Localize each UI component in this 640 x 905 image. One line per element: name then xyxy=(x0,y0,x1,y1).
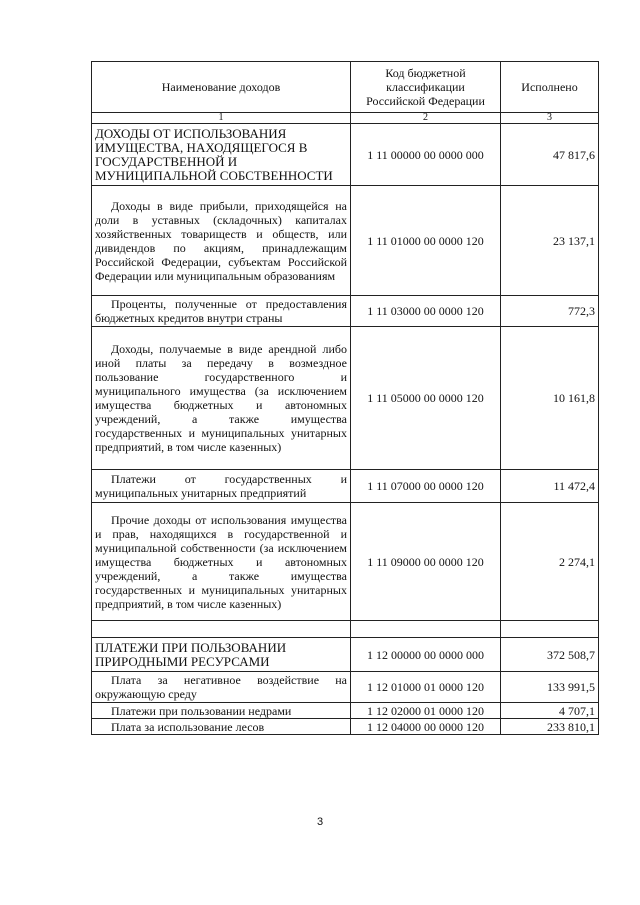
row-name: Доходы, получаемые в виде арендной либо иной платы за передачу в возмездное пользование государственного и муниципального имущества (за исключением имущества бюджетных и автономных учреждений, а также имущества государственных и муниципальных унитарных предприятий, в том числе казенных) xyxy=(92,327,351,470)
row-amount: 10 161,8 xyxy=(501,327,599,470)
table-row xyxy=(92,327,599,470)
header-code: Код бюджетной классификации Российской Федерации xyxy=(351,62,501,113)
row-name: Плата за использование лесов xyxy=(92,719,351,735)
table-row xyxy=(92,296,599,327)
row-amount: 2 274,1 xyxy=(501,503,599,621)
row-amount: 11 472,4 xyxy=(501,470,599,503)
table-row xyxy=(92,672,599,703)
header-name: Наименование доходов xyxy=(92,62,351,113)
table-row xyxy=(92,503,599,621)
table-row xyxy=(92,638,599,672)
row-amount: 47 817,6 xyxy=(501,124,599,186)
column-number: 2 xyxy=(351,113,501,124)
table-row xyxy=(92,719,599,735)
row-code: 1 12 04000 00 0000 120 xyxy=(351,719,501,735)
row-code: 1 12 01000 01 0000 120 xyxy=(351,672,501,703)
table-row xyxy=(92,703,599,719)
row-amount: 4 707,1 xyxy=(501,703,599,719)
column-number: 3 xyxy=(501,113,599,124)
header-executed: Исполнено xyxy=(501,62,599,113)
revenue-table xyxy=(91,61,599,735)
row-code: 1 11 01000 00 0000 120 xyxy=(351,186,501,296)
row-code: 1 12 02000 01 0000 120 xyxy=(351,703,501,719)
row-amount: 233 810,1 xyxy=(501,719,599,735)
empty-row xyxy=(92,621,599,638)
row-name: Доходы в виде прибыли, приходящейся на доли в уставных (складочных) капиталах хозяйственных товариществ и обществ, или дивидендов по акциям, принадлежащим Российской Федерации, субъектам Российской Федерации или муниципальным образованиям xyxy=(92,186,351,296)
page-number: 3 xyxy=(316,816,324,828)
row-amount: 772,3 xyxy=(501,296,599,327)
column-number: 1 xyxy=(92,113,351,124)
row-code: 1 11 05000 00 0000 120 xyxy=(351,327,501,470)
row-name: Платежи при пользовании недрами xyxy=(92,703,351,719)
column-number-row xyxy=(92,113,599,124)
row-code: 1 11 07000 00 0000 120 xyxy=(351,470,501,503)
table-row xyxy=(92,186,599,296)
row-name: Платежи от государственных и муниципальных унитарных предприятий xyxy=(92,470,351,503)
row-name: Проценты, полученные от предоставления бюджетных кредитов внутри страны xyxy=(92,296,351,327)
row-amount: 133 991,5 xyxy=(501,672,599,703)
row-code: 1 11 00000 00 0000 000 xyxy=(351,124,501,186)
table-row xyxy=(92,124,599,186)
row-name: ДОХОДЫ ОТ ИСПОЛЬЗОВАНИЯ ИМУЩЕСТВА, НАХОДЯЩЕГОСЯ В ГОСУДАРСТВЕННОЙ И МУНИЦИПАЛЬНОЙ СОБСТВЕННОСТИ xyxy=(92,124,351,186)
table-row xyxy=(92,470,599,503)
row-code: 1 11 03000 00 0000 120 xyxy=(351,296,501,327)
header-row xyxy=(92,62,599,113)
row-code: 1 11 09000 00 0000 120 xyxy=(351,503,501,621)
row-amount: 23 137,1 xyxy=(501,186,599,296)
row-name: Прочие доходы от использования имущества и прав, находящихся в государственной и муниципальной собственности (за исключением имущества бюджетных и автономных учреждений, а также имущества государственных и муниципальных унитарных предприятий, в том числе казенных) xyxy=(92,503,351,621)
row-name: Плата за негативное воздействие на окружающую среду xyxy=(92,672,351,703)
row-name: ПЛАТЕЖИ ПРИ ПОЛЬЗОВАНИИ ПРИРОДНЫМИ РЕСУРСАМИ xyxy=(92,638,351,672)
row-code: 1 12 00000 00 0000 000 xyxy=(351,638,501,672)
row-amount: 372 508,7 xyxy=(501,638,599,672)
